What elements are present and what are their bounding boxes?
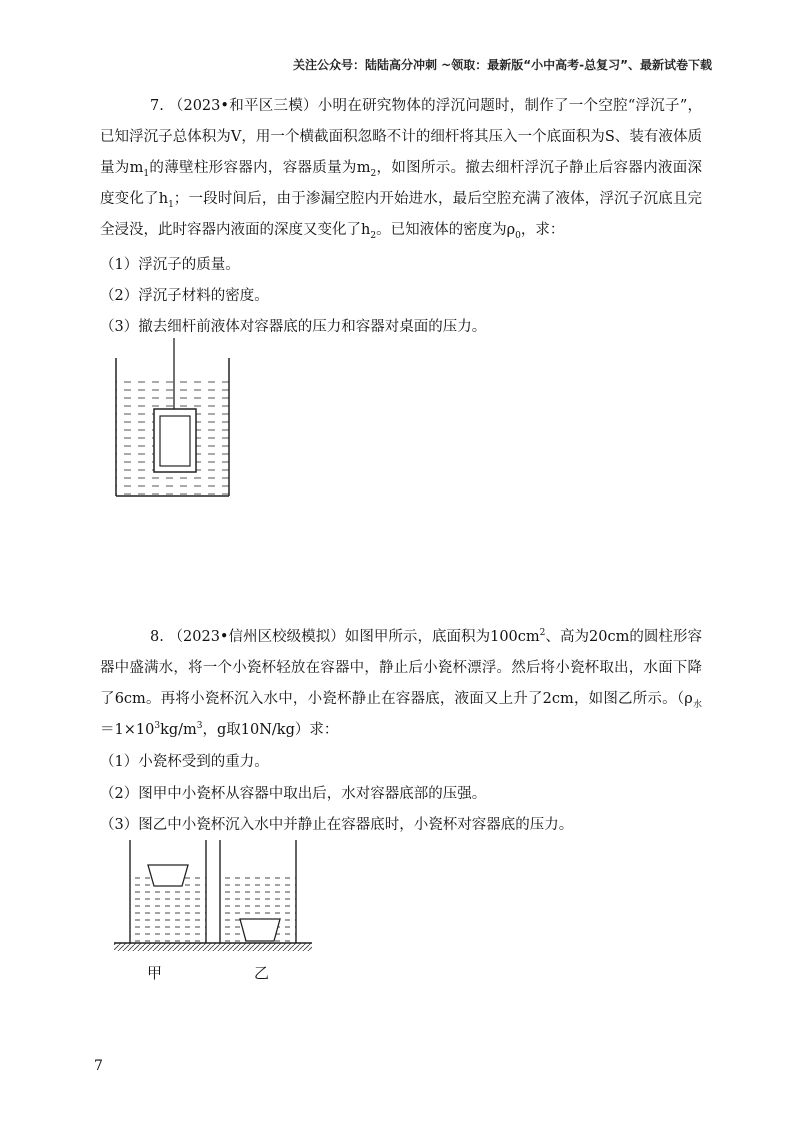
question-8-text: 8. （2023•信州区校级模拟）如图甲所示，底面积为$100cm^2$、高为20cm的圆柱形容器中盛满水，将一个小瓷杯轻放在容器中，静止后小瓷杯漂浮。然后将小瓷杯取出，水面下降了6cm。再将小瓷杯沉入水中，小瓷杯静止在容器底，液面又上升了2cm，如图乙所示。（$\rho_水=1\times 10^3kg/m^3$，g取10N/kg）求： [100,628,703,738]
q8-cups-figure [114,840,314,955]
question-7-item-2: （2）浮沉子材料的密度。 [100,288,269,304]
question-7-text: 7. （2023•和平区三模）小明在研究物体的浮沉问题时，制作了一个空腔“浮沉子”，已知浮沉子总体积为V，用一个横截面积忽略不计的细杆将其压入一个底面积为S、装有液体质量为$m_1$的薄壁柱形容器内，容器质量为$m_2$，如图所示。撤去细杆浮沉子静止后容器内液面深度变化了$h_1$；一段时间后，由于渗漏空腔内开始进水，最后空腔充满了液体，浮沉子沉底且完全浸没，此时容器内液面的深度又变化了$h_2$。已知液体的密度为$\rho_0$，求： [100,98,703,241]
floating-cup [148,865,188,886]
question-7-item-3: （3）撤去细杆前液体对容器底的压力和容器对桌面的压力。 [100,319,487,335]
page-header: 关注公众号：陆陆高分冲刺 ~领取：最新版“小中高考-总复习”、最新试卷下载 [293,58,712,72]
question-7-item-1: （1）浮沉子的质量。 [100,257,240,273]
caption-b: 乙 [254,964,270,982]
question-source: （2023•和平区三模） [168,98,318,114]
question-8-item-2: （2）图甲中小瓷杯从容器中取出后，水对容器底部的压强。 [100,786,487,802]
question-source: （2023•信州区校级模拟） [168,629,345,645]
question-number: 8. [150,629,164,645]
ground [114,943,312,951]
question-8-item-1: （1）小瓷杯受到的重力。 [100,754,269,770]
q7-container-figure [108,338,238,500]
sunken-cup [240,919,280,941]
question-8-item-3: （3）图乙中小瓷杯沉入水中并静止在容器底时，小瓷杯对容器底的压力。 [100,817,574,833]
caption-a: 甲 [147,964,163,982]
question-number: 7. [150,98,164,114]
page-number: 7 [94,1058,103,1074]
